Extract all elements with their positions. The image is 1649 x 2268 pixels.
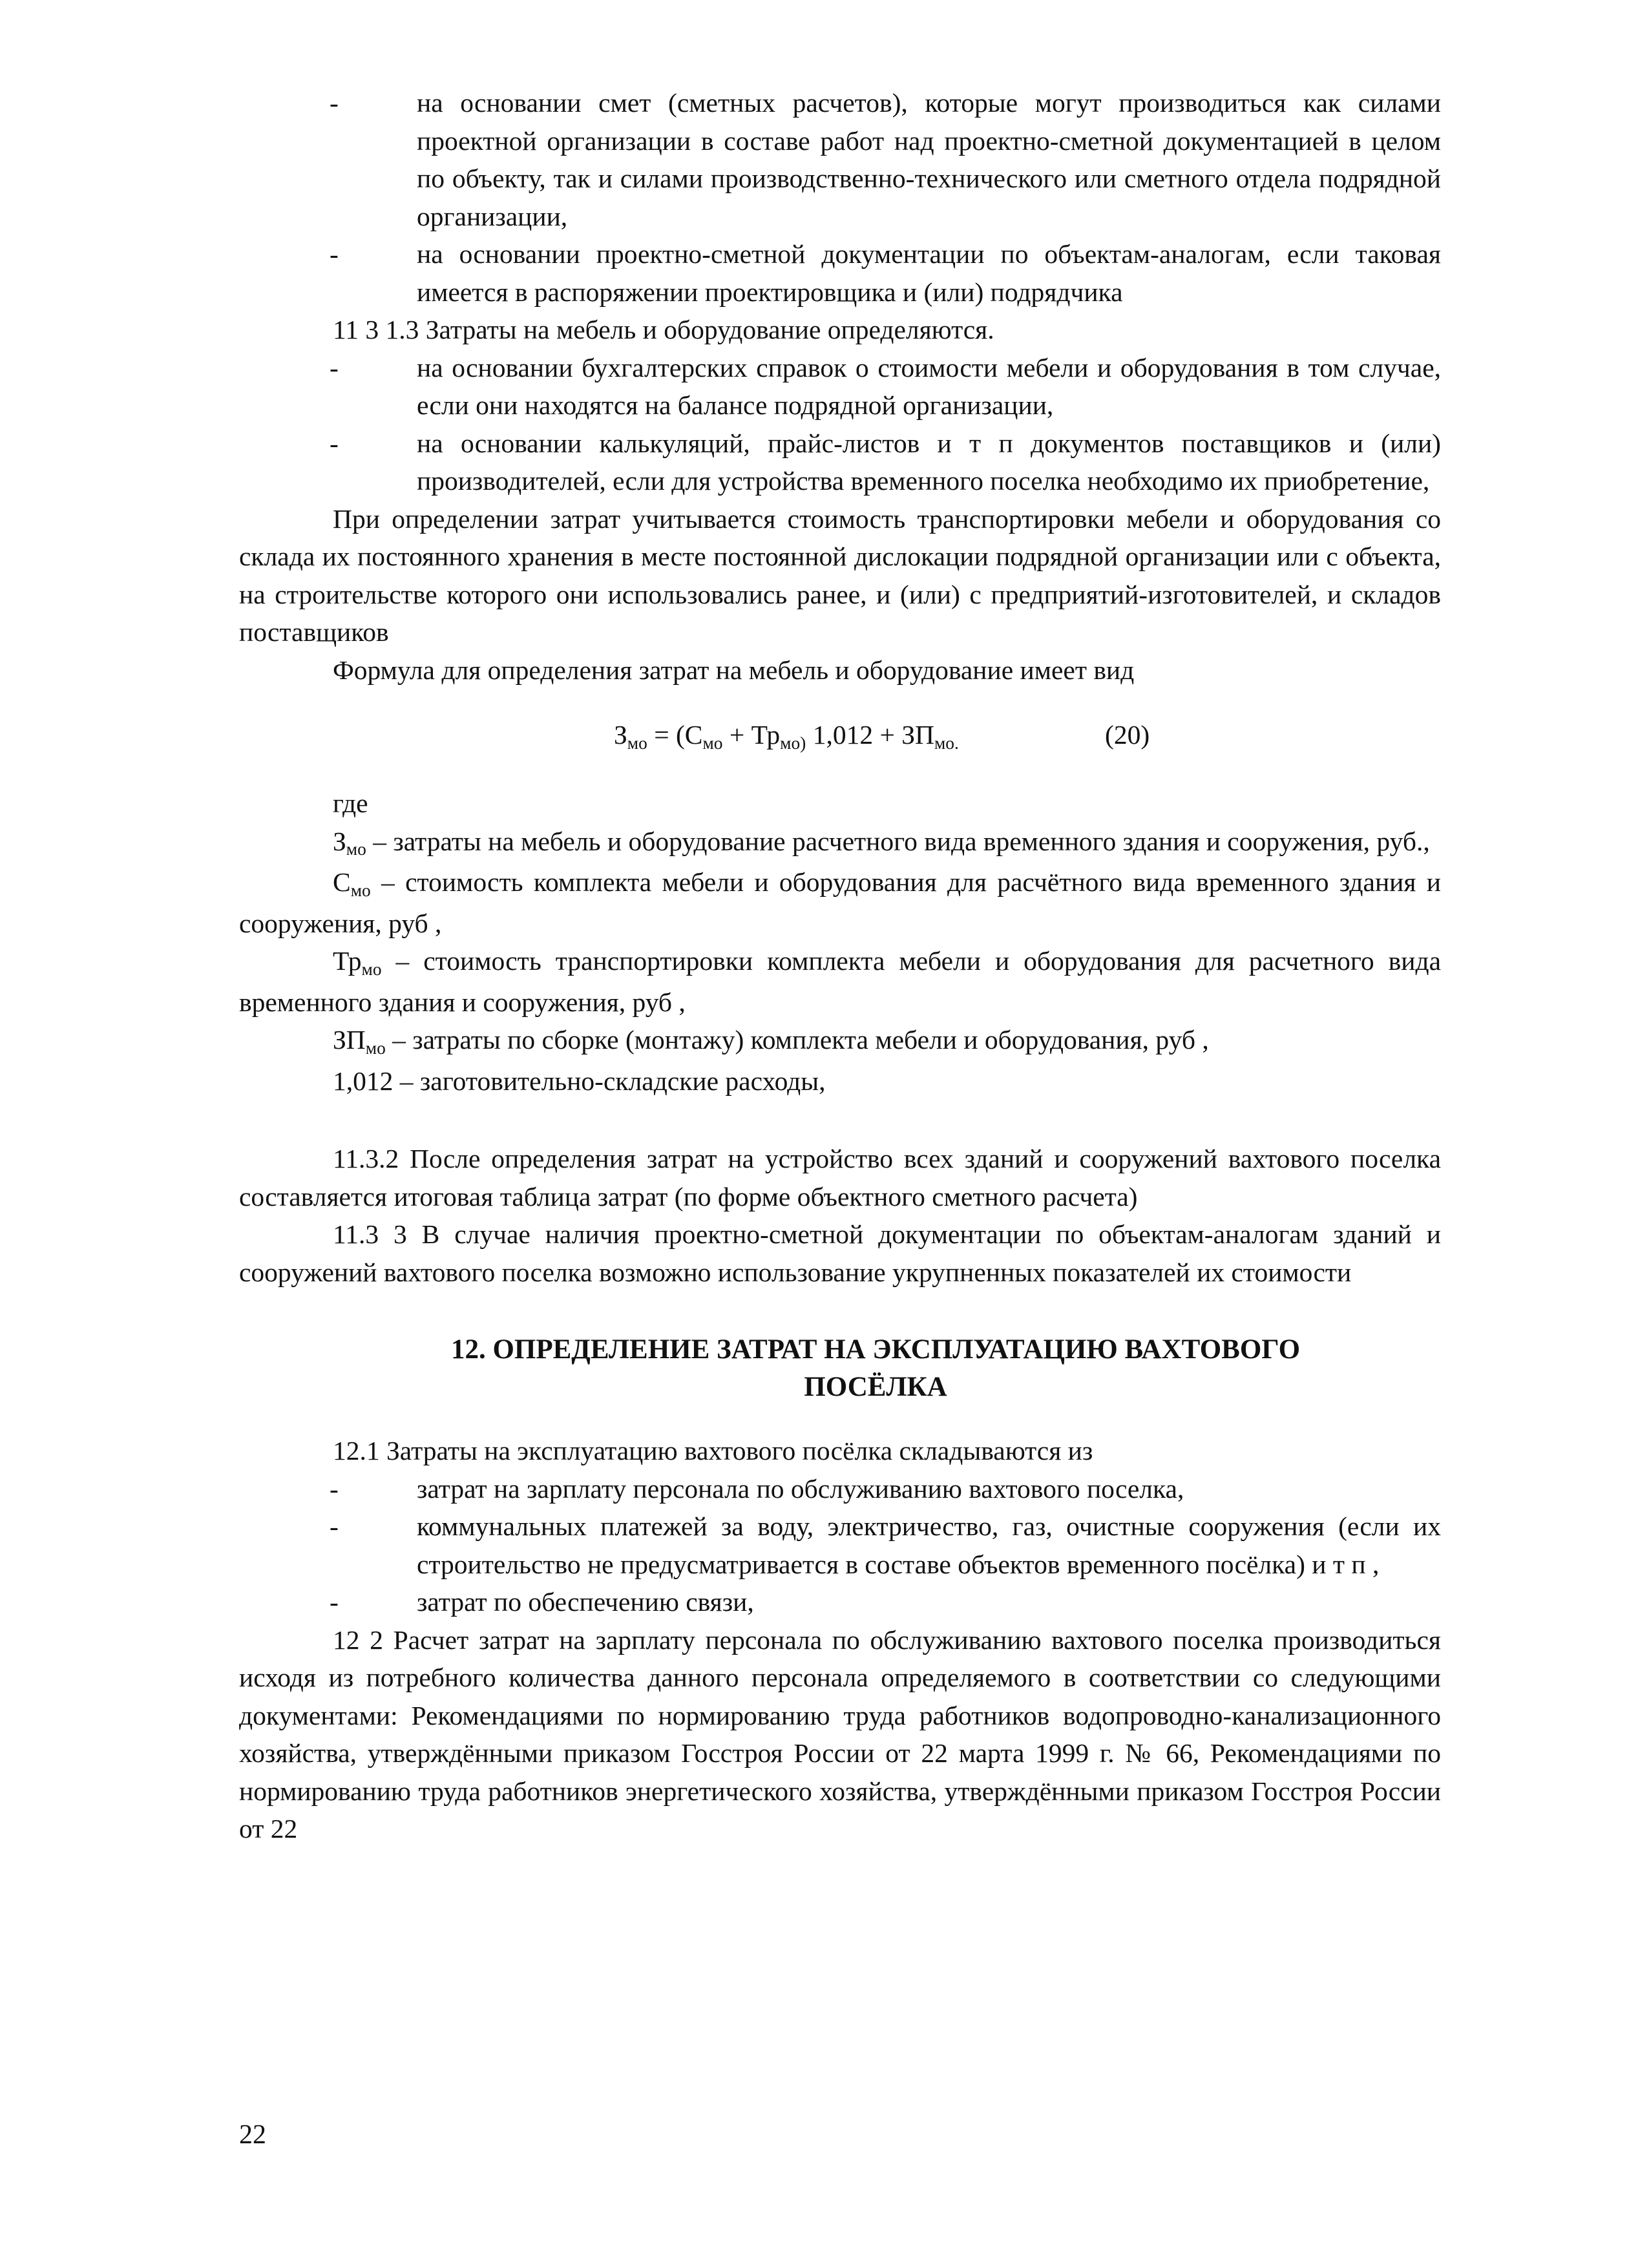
list-item — [239, 425, 1441, 500]
list-dash: - — [330, 239, 339, 269]
list-dash: - — [330, 1587, 339, 1617]
paragraph-12-1: 12.1 Затраты на эксплуатацию вахтового посёлка складываются из — [333, 1436, 1093, 1465]
list-item-text: на основании проектно-сметной документации по объектам-аналогам, если таковая имеется в распоряжении проектировщика и (или) подрядчика — [417, 239, 1441, 307]
document-page — [239, 84, 1441, 1848]
definition-coefficient: 1,012 – заготовительно-складские расходы, — [333, 1066, 826, 1096]
list-item-text: на основании смет (сметных расчетов), которые могут производиться как силами проектной организации в составе работ над проектно-сметной документацией в целом по объекту, так и силами производственно-технического или сметного отдела подрядной организации, — [417, 88, 1441, 231]
list-dash: - — [330, 1473, 339, 1504]
list-item — [239, 349, 1441, 425]
list-item — [239, 84, 1441, 235]
list-item — [239, 1507, 1441, 1583]
definition-zmo: Змо – затраты на мебель и оборудование расчетного вида временного здания и сооружения, руб., — [333, 826, 1430, 859]
paragraph-11-3-3: 11.3 3 В случае наличия проектно-сметной документации по объектам-аналогам зданий и сооружений вахтового поселка возможно использование укрупненных показателей их стоимости — [239, 1219, 1441, 1287]
formula-number: (20) — [1105, 720, 1150, 750]
list-item-text: затрат на зарплату персонала по обслуживанию вахтового поселка, — [417, 1473, 1184, 1504]
list-item-text: коммунальных платежей за воду, электричество, газ, очистные сооружения (если их строительство не предусматривается в составе объектов временного посёлка) и т п , — [417, 1511, 1441, 1579]
list-item — [239, 1583, 1441, 1621]
spacer — [239, 1100, 1441, 1140]
paragraph-transport: При определении затрат учитывается стоимость транспортировки мебели и оборудования со склада их постоянного хранения в месте постоянной дислокации подрядной организации или с объекта, на строительстве которого они использовались ранее, и (или) с предприятий-изготовителей, и складов поставщиков — [239, 503, 1441, 647]
spacer — [239, 1406, 1441, 1432]
list-dash: - — [330, 428, 339, 458]
list-dash: - — [330, 88, 339, 118]
section-heading-line2: ПОСЁЛКА — [804, 1372, 947, 1402]
list-dash: - — [330, 352, 339, 383]
paragraph-11-3-1-3: 11 3 1.3 Затраты на мебель и оборудование определяются. — [333, 315, 994, 344]
paragraph-11-3-2: 11.3.2 После определения затрат на устройство всех зданий и сооружений вахтового поселка составляется итоговая таблица затрат (по форме объектного сметного расчета) — [239, 1144, 1441, 1212]
list-item-text: затрат по обеспечению связи, — [417, 1587, 754, 1617]
formula-20 — [239, 716, 1441, 755]
definition-zpmo: ЗПмо – затраты по сборке (монтажу) комплекта мебели и оборудования, руб , — [333, 1025, 1209, 1058]
list-item-text: на основании бухгалтерских справок о стоимости мебели и оборудования в том случае, если они находятся на балансе подрядной организации, — [417, 352, 1441, 420]
definition-trmo: Трмо – стоимость транспортировки комплекта мебели и оборудования для расчетного вида временного здания и сооружения, руб , — [239, 946, 1441, 1017]
list-dash: - — [330, 1511, 339, 1541]
list-item — [239, 235, 1441, 311]
list-item — [239, 1470, 1441, 1508]
where-label: где — [333, 788, 368, 818]
section-heading-line1: 12. ОПРЕДЕЛЕНИЕ ЗАТРАТ НА ЭКСПЛУАТАЦИЮ ВАХТОВОГО — [450, 1334, 1301, 1365]
paragraph-12-2: 12 2 Расчет затрат на зарплату персонала по обслуживанию вахтового поселка производиться исходя из потребного количества данного персонала определяемого в соответствии со следующими документами: Рекомендациями по нормированию труда работников водопроводно-канализационного хозяйства, утверждёнными приказом Госстроя России от 22 марта 1999 г. № 66, Рекомендациями по нормированию труда работников энергетического хозяйства, утверждёнными приказом Госстроя России от 22 — [239, 1624, 1441, 1843]
formula-expression: Змо = (Смо + Трмо) 1,012 + ЗПмо. — [614, 720, 959, 753]
definition-cmo: Смо – стоимость комплекта мебели и оборудования для расчётного вида временного здания и сооружения, руб , — [239, 867, 1441, 938]
paragraph-formula-intro: Формула для определения затрат на мебель и оборудование имеет вид — [333, 655, 1135, 685]
list-item-text: на основании калькуляций, прайс-листов и т п документов поставщиков и (или) производителей, если для устройства временного поселка необходимо их приобретение, — [417, 428, 1441, 496]
page-number: 22 — [239, 2120, 266, 2150]
spacer — [239, 1291, 1441, 1331]
